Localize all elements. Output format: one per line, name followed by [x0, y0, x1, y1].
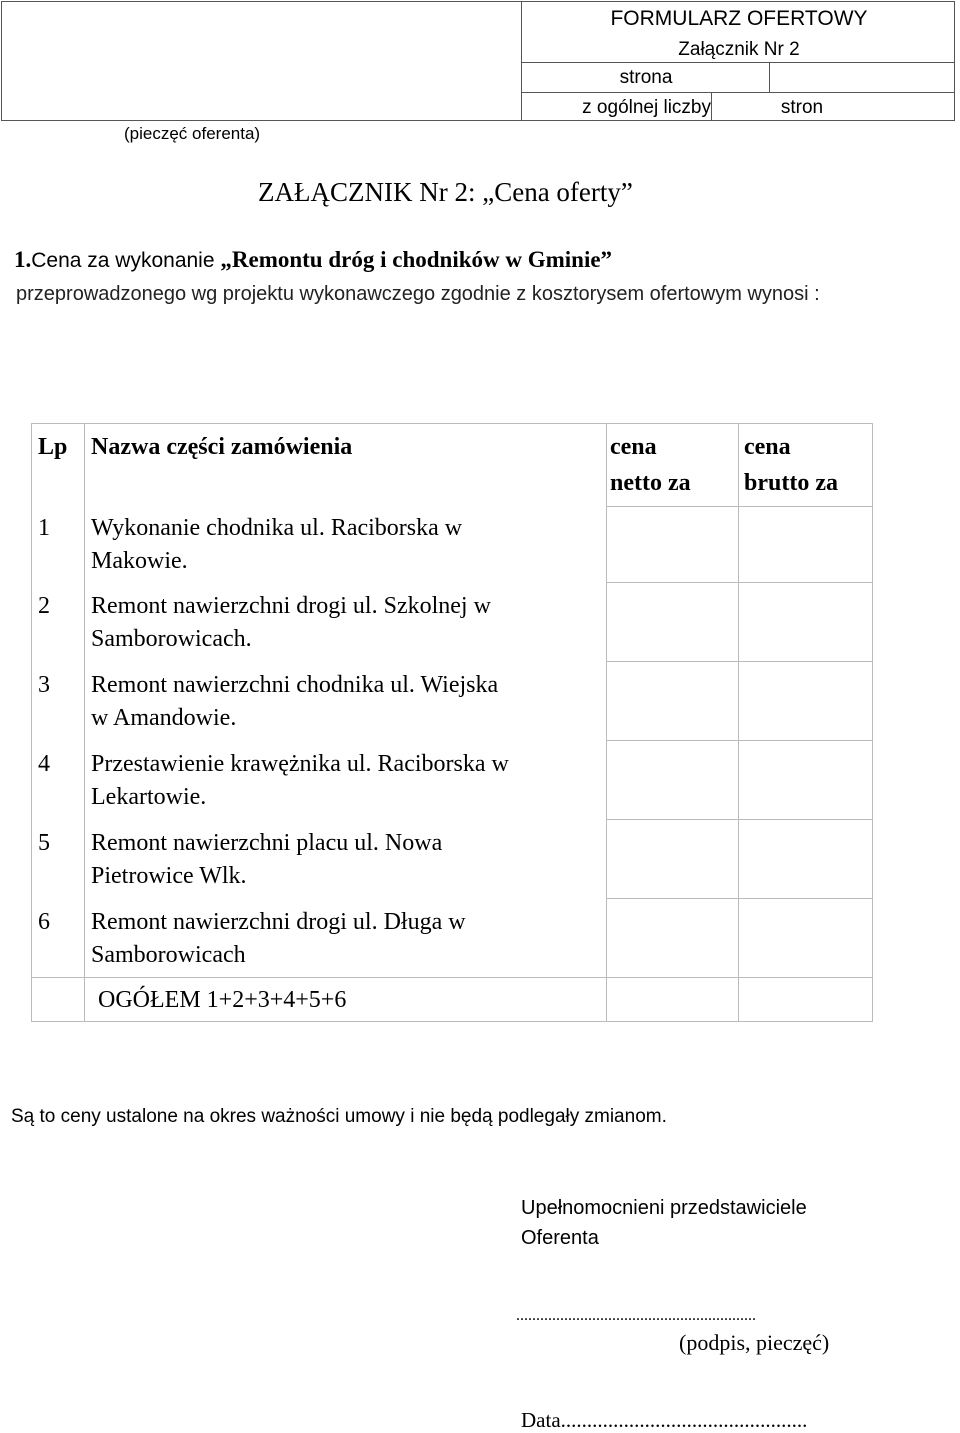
row-lp: 5: [38, 830, 50, 856]
intro-subject: „Remontu dróg i chodników w Gminie”: [220, 247, 613, 272]
table-row-divider: [32, 977, 872, 978]
intro-description: przeprowadzonego wg projektu wykonawczego zgodnie z kosztorysem ofertowym wynosi :: [16, 283, 820, 305]
row-name: [91, 669, 498, 735]
table-row-divider: [606, 740, 872, 741]
row-name: [91, 512, 462, 578]
table-row-divider: [606, 898, 872, 899]
row-lp: 2: [38, 593, 50, 619]
row-name-line: Remont nawierzchni placu ul. Nowa: [91, 830, 443, 856]
row-name-line: Remont nawierzchni drogi ul. Szkolnej w: [91, 593, 491, 619]
stamp-label: (pieczęć oferenta): [124, 124, 261, 143]
representatives-line: Upełnomocnieni przedstawiciele: [521, 1197, 807, 1219]
row-name-line: Przestawienie krawężnika ul. Raciborska w: [91, 751, 509, 777]
row-lp: 3: [38, 672, 50, 698]
table-column-divider: [606, 424, 607, 1021]
row-name-line: Samborowicach.: [91, 626, 252, 652]
signature-label: (podpis, pieczęć): [679, 1330, 830, 1355]
page-label: strona: [619, 67, 673, 88]
table-row-divider: [606, 661, 872, 662]
header-lp: Lp: [38, 434, 68, 460]
row-name-line: Remont nawierzchni drogi ul. Długa w: [91, 909, 466, 935]
row-name-line: w Amandowie.: [91, 705, 237, 731]
row-name-line: Lekartowie.: [91, 784, 207, 810]
row-lp: 6: [38, 909, 50, 935]
row-lp: 1: [38, 515, 50, 541]
header-brutto: [744, 429, 838, 501]
header-brutto-line2: brutto za: [744, 470, 838, 496]
date-field: Data...............................................: [521, 1408, 808, 1432]
signature-line: ............................................................: [516, 1307, 756, 1324]
table-row-divider: [606, 506, 872, 507]
attachment-number: Załącznik Nr 2: [678, 39, 800, 60]
validity-statement: Są to ceny ustalone na okres ważności umowy i nie będą podlegały zmianom.: [11, 1106, 667, 1127]
header-name: Nazwa części zamówienia: [91, 434, 353, 460]
intro-prefix: Cena za wykonanie: [31, 249, 221, 272]
row-name-line: Remont nawierzchni chodnika ul. Wiejska: [91, 672, 499, 698]
row-lp: 4: [38, 751, 50, 777]
header-netto: [610, 429, 691, 501]
price-table: [31, 423, 873, 1022]
pages-label: stron: [780, 97, 824, 118]
header-netto-line2: netto za: [610, 470, 691, 496]
row-name-line: Samborowicach: [91, 942, 246, 968]
row-name-line: Wykonanie chodnika ul. Raciborska w: [91, 515, 463, 541]
row-name: [91, 590, 491, 656]
intro-number: 1.: [14, 247, 32, 272]
of-total-label: z ogólnej liczby: [582, 97, 711, 118]
header-brutto-line1: cena: [744, 434, 791, 460]
row-name: [91, 827, 442, 893]
form-title: FORMULARZ OFERTOWY: [610, 7, 868, 30]
table-column-divider: [84, 424, 85, 1021]
header-netto-line1: cena: [610, 434, 657, 460]
representatives-line: Oferenta: [521, 1227, 599, 1249]
page-title: ZAŁĄCZNIK Nr 2: „Cena oferty”: [258, 177, 633, 207]
row-name: [91, 748, 509, 814]
table-row-divider: [606, 819, 872, 820]
row-name: [91, 906, 466, 972]
row-name-line: Makowie.: [91, 548, 188, 574]
row-name-line: Pietrowice Wlk.: [91, 863, 247, 889]
table-column-divider: [738, 424, 739, 1021]
header-divider: [521, 92, 955, 93]
header-divider: [521, 62, 955, 63]
table-row-divider: [606, 582, 872, 583]
form-header-box: [1, 1, 955, 121]
representatives-label: [521, 1193, 807, 1253]
total-label: OGÓŁEM 1+2+3+4+5+6: [98, 987, 347, 1013]
intro-line: [14, 247, 612, 273]
